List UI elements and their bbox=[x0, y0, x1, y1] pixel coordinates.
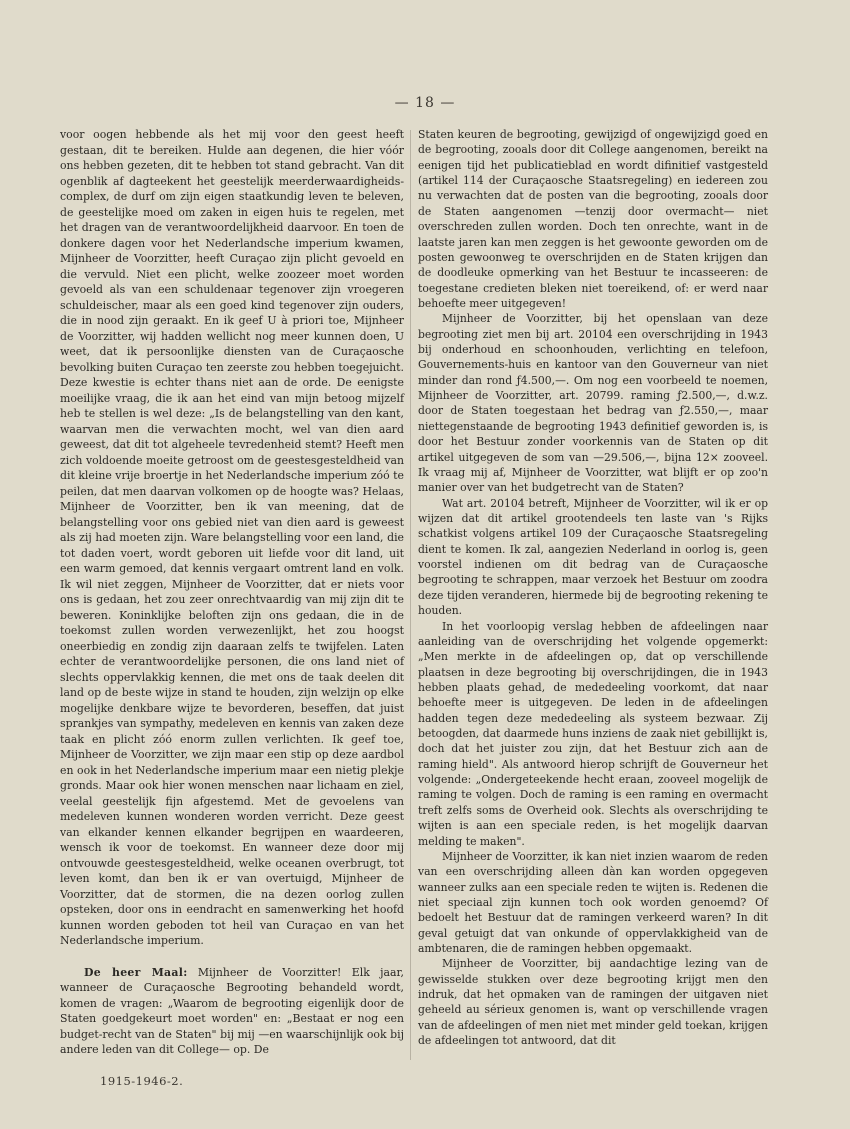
left-paragraph-speaker bbox=[60, 965, 404, 1058]
page-number: — 18 — bbox=[394, 95, 456, 111]
right-paragraph: In het voorloopig verslag hebben de afdeelingen naar aanleiding van de overschrijding het volgende opgemerkt: „Men merkte in de afdeelingen op, dat op verschillende plaatsen in deze begrooting bij overschrijdingen, die in 1943 hebben plaats gehad, de mededeeling voorkomt, dat naar behoefte meer is uitgegeven. De leden in de afdeelingen hadden tegen deze mededeeling als systeem bezwaar. Zij betoogden, dat daarmede huns inziens de zaak niet gebillijkt is, doch dat het juister zou zijn, dat het Bestuur zich aan de raming hield". Als antwoord hierop schrijft de Gouverneur het volgende: „Ondergeteekende hecht eraan, zooveel mogelijk de raming te volgen. Doch de raming is een raming en overmacht treft zelfs soms de Overheid ook. Slechts als overschrijding te wijten is aan een speciale reden, is het mogelijk daarvan melding te maken". bbox=[418, 619, 768, 848]
speaker-text: Mijnheer de Voorzitter! Elk jaar, wanneer de Curaçaosche Begrooting behandeld wordt, komen de vragen: „Waarom de begrooting eigenlijk door de Staten goedgekeurt moet worden" en: „Bestaat er nog een budget-recht van de Staten" bij mij —en waarschijnlijk ook bij andere leden van dit College— op. De bbox=[60, 965, 404, 1056]
left-paragraph: voor oogen hebbende als het mij voor den geest heeft gestaan, dit te bereiken. Hulde aan degenen, die hier vóór ons hebben gezeten, dit te hebben tot stand gebracht. Van dit ogenblik af dagteekent het geestelijk meerderwaardigheids-complex, de durf om zijn eigen staatkundig leven te beleven, de geestelijke moed om zaken in eigen huis te regelen, met het dragen van de verantwoordelijkheid daarvoor. En toen de donkere dagen voor het Nederlandsche imperium kwamen, Mijnheer de Voorzitter, heeft Curaçao zijn plicht gevoeld en die vervuld. Niet een plicht, welke zoozeer moet worden gevoeld als van een schuldenaar tegenover zijn vroegeren schuldeischer, maar als een goed kind tegenover zijn ouders, die in nood zijn geraakt. En ik geef U à priori toe, Mijnheer de Voorzitter, wij hadden wellicht nog meer kunnen doen, U weet, dat ik persoonlijke diensten van de Curaçaosche bevolking buiten Curaçao ten zeerste zou hebben toegejuicht. Deze kwestie is echter thans niet aan de orde. De eenigste moeilijke vraag, die ik aan het eind van mijn betoog mijzelf heb te stellen is wel deze: „Is de belangstelling van den kant, waarvan men die verwachten mocht, wel van dien aard geweest, dat dit tot algeheele tevredenheid stemt? Heeft men zich voldoende moeite getroost om de geestesgesteldheid van dit kleine vrije broertje in het Nederlandsche imperium zóó te peilen, dat men daarvan volkomen op de hoogte was? Helaas, Mijnheer de Voorzitter, ben ik van meening, dat de belangstelling voor ons gebied niet van dien aard is geweest als zij had moeten zijn. Ware belangstelling voor een land, die tot daden voert, wordt geboren uit liefde voor dit land, uit een warm gemoed, dat kennis vergaart omtrent land en volk. Ik wil niet zeggen, Mijnheer de Voorzitter, dat er niets voor ons is gedaan, het zou zeer onrechtvaardig van mij zijn dit te beweren. Koninklijke beloften zijn ons gedaan, die in de toekomst zullen worden verwezenlijkt, het zou hoogst oneerbiedig en zondig zijn daaraan zelfs te twijfelen. Laten echter de verantwoordelijke personen, die ons land niet of slechts oppervlakkig kennen, die met ons de taak deelen dit land op de beste wijze in stand te houden, zijn welzijn op elke mogelijke denkbare wijze te bevorderen, beseffen, dat juist sprankjes van sympathy, medeleven en kennis van zaken deze taak en plicht zóó enorm zullen verlichten. Ik geef toe, Mijnheer de Voorzitter, we zijn maar een stip op deze aardbol en ook in het Nederlandsche imperium maar een nietig plekje gronds. Maar ook hier wonen menschen naar lichaam en ziel, veelal geestelijk fijn afgestemd. Met de gevoelens van medeleven kunnen wonderen worden verricht. Deze geest van elkander kennen elkander begrijpen en waardeeren, wensch ik voor de toekomst. En wanneer deze door mij ontvouwde geestesgesteldheid, welke oceanen overbrugt, tot leven komt, dan ben ik er van overtuigd, Mijnheer de Voorzitter, dat de stormen, die na dezen oorlog zullen opsteken, door ons in eendracht en samenwerking het hoofd kunnen worden geboden tot heil van Curaçao en van het Nederlandsche imperium. bbox=[60, 128, 404, 947]
right-paragraph: Wat art. 20104 betreft, Mijnheer de Voorzitter, wil ik er op wijzen dat dit artikel grootendeels ten laste van 's Rijks schatkist volgens artikel 109 der Curaçaosche Staatsregeling dient te komen. Ik zal, aangezien Nederland in oorlog is, geen voorstel indienen om dit bedrag van de Curaçaosche begrooting te schrappen, maar verzoek het Bestuur om zoodra deze tijden veranderen, hiermede bij de begrooting rekening te houden. bbox=[418, 496, 768, 618]
column-divider bbox=[410, 130, 411, 1060]
speaker-name: De heer Maal: bbox=[84, 965, 188, 979]
left-column bbox=[60, 127, 404, 1058]
right-paragraph: Mijnheer de Voorzitter, bij aandachtige lezing van de gewisselde stukken over deze begrooting krijgt men den indruk, dat het opmaken van de ramingen der uitgaven niet geheeld au sérieux genomen is, want op verschillende vragen van de afdeelingen of men niet met minder geld toekan, krijgen de afdeelingen tot antwoord, dat dit bbox=[418, 957, 768, 1048]
footer-reference: 1915-1946-2. bbox=[100, 1074, 184, 1088]
right-paragraph: Mijnheer de Voorzitter, ik kan niet inzien waarom de reden van een overschrijding alleen dàn kan worden opgegeven wanneer zulks aan een speciale reden te wijten is. Redenen die niet speciaal zijn kunnen toch ook worden genoemd? Of bedoelt het Bestuur dat de ramingen verkeerd waren? In dit geval getuigt dat van onkunde of oppervlakkigheid van de ambtenaren, die de ramingen hebben opgemaakt. bbox=[418, 849, 768, 956]
right-paragraph: Mijnheer de Voorzitter, bij het openslaan van deze begrooting ziet men bij art. 20104 een overschrijding in 1943 bij onderhoud en schoonhouden, verlichting en telefoon, Gouvernements-huis en kantoor van den Gouverneur van niet minder dan rond ƒ4.500,—. Om nog een voorbeeld te noemen, Mijnheer de Voorzitter, art. 20799. raming ƒ2.500,—, d.w.z. door de Staten toegestaan het bedrag van ƒ2.550,—, maar niettegenstaande de begrooting 1943 definitief geworden is, is door het Bestuur zonder voorkennis van de Staten op dit artikel uitgegeven de som van —29.506,—, bijna 12× zooveel. Ik vraag mij af, Mijnheer de Voorzitter, wat blijft er op zoo'n manier over van het budgetrecht van de Staten? bbox=[418, 312, 768, 495]
right-paragraph: Staten keuren de begrooting, gewijzigd of ongewijzigd goed en de begrooting, zooals door dit College aangenomen, bereikt na eenigen tijd het publicatieblad en wordt difinitief vastgesteld (artikel 114 der Curaçaosche Staatsregeling) en iedereen zou nu verwachten dat de posten van die begrooting, zooals door de Staten aangenomen —tenzij door overmacht— niet overschreden zullen worden. Doch ten onrechte, want in de laatste jaren kan men zeggen is het gewoonte geworden om de posten gewoonweg te overschrijden en de Staten krijgen dan de doodleuke opmerking van het Bestuur te incasseeren: de toegestane credieten bleken niet toereikend, of: er werd naar behoefte meer uitgegeven! bbox=[418, 128, 768, 310]
right-column bbox=[418, 127, 768, 1049]
